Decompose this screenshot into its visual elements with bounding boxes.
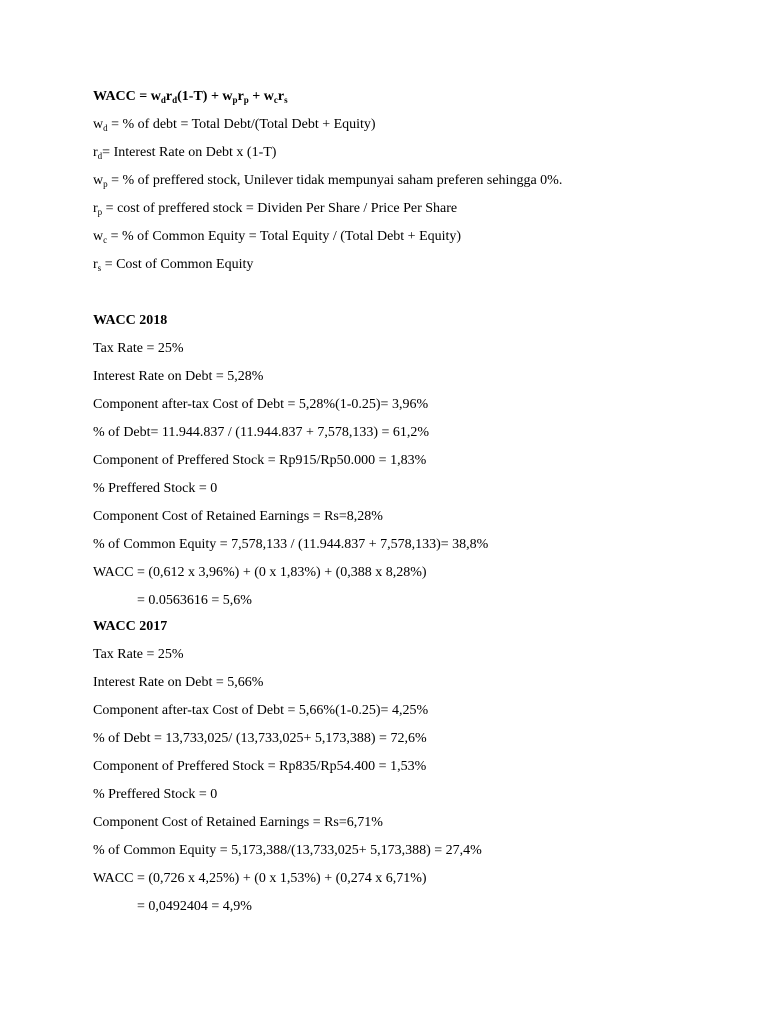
definition-wc — [93, 228, 461, 245]
formula-text: r — [165, 89, 173, 104]
calc-line: Component Cost of Retained Earnings = Rs=6,71% — [93, 815, 383, 830]
calc-line: Interest Rate on Debt = 5,28% — [93, 369, 264, 384]
definition-text: = Interest Rate on Debt x (1-T) — [102, 145, 277, 160]
symbol-subscript: c — [103, 235, 108, 245]
formula-subscript: c — [273, 95, 278, 105]
calc-line: Component of Preffered Stock = Rp835/Rp54.400 = 1,53% — [93, 759, 427, 774]
calc-line: Component after-tax Cost of Debt = 5,28%(1-0.25)= 3,96% — [93, 397, 429, 412]
formula-text: (1-T) + w — [177, 89, 233, 104]
definition-rp — [93, 200, 457, 217]
formula-text: r — [277, 89, 285, 104]
symbol: r — [93, 201, 98, 216]
formula-text: + w — [248, 89, 274, 104]
definition-rd — [93, 144, 276, 161]
calc-line: % of Common Equity = 5,173,388/(13,733,025+ 5,173,388) = 27,4% — [93, 843, 482, 858]
formula-subscript: p — [243, 95, 249, 105]
calc-line: % Preffered Stock = 0 — [93, 481, 218, 496]
formula-text: r — [237, 89, 244, 104]
wacc-equation: WACC = (0,726 x 4,25%) + (0 x 1,53%) + (0,274 x 6,71%) — [93, 871, 427, 886]
section-title-2018: WACC 2018 — [93, 313, 168, 328]
symbol-subscript: p — [103, 179, 108, 189]
formula-text: WACC = w — [93, 89, 161, 104]
section-title-2017: WACC 2017 — [93, 619, 168, 634]
wacc-formula — [93, 88, 288, 105]
symbol: w — [93, 173, 104, 188]
definition-wp — [93, 172, 562, 189]
symbol: r — [93, 145, 98, 160]
symbol-subscript: p — [97, 207, 103, 217]
calc-line: Component Cost of Retained Earnings = Rs=8,28% — [93, 509, 383, 524]
definition-rs — [93, 256, 253, 273]
calc-line: % of Debt = 13,733,025/ (13,733,025+ 5,173,388) = 72,6% — [93, 731, 427, 746]
formula-subscript: d — [172, 95, 178, 105]
calc-line: Tax Rate = 25% — [93, 341, 184, 356]
calc-line: Component of Preffered Stock = Rp915/Rp50.000 = 1,83% — [93, 453, 427, 468]
symbol: w — [93, 229, 104, 244]
formula-subscript: s — [284, 95, 288, 105]
definition-text: = % of preffered stock, Unilever tidak mempunyai saham preferen sehingga 0%. — [107, 173, 563, 188]
definition-wd — [93, 116, 376, 133]
symbol: r — [93, 257, 98, 272]
calc-line: % of Debt= 11.944.837 / (11.944.837 + 7,578,133) = 61,2% — [93, 425, 430, 440]
formula-subscript: d — [160, 95, 166, 105]
symbol-subscript: d — [97, 151, 103, 161]
calc-line: Component after-tax Cost of Debt = 5,66%(1-0.25)= 4,25% — [93, 703, 429, 718]
calc-line: Tax Rate = 25% — [93, 647, 184, 662]
definition-text: = % of Common Equity = Total Equity / (Total Debt + Equity) — [107, 229, 462, 244]
symbol-subscript: s — [97, 263, 102, 273]
wacc-equation: WACC = (0,612 x 3,96%) + (0 x 1,83%) + (0,388 x 8,28%) — [93, 565, 427, 580]
calc-line: % Preffered Stock = 0 — [93, 787, 218, 802]
definition-text: = cost of preffered stock = Dividen Per Share / Price Per Share — [102, 201, 458, 216]
calc-line: Interest Rate on Debt = 5,66% — [93, 675, 264, 690]
calc-line: % of Common Equity = 7,578,133 / (11.944.837 + 7,578,133)= 38,8% — [93, 537, 489, 552]
symbol: w — [93, 117, 104, 132]
definition-text: = Cost of Common Equity — [101, 257, 254, 272]
definition-text: = % of debt = Total Debt/(Total Debt + Equity) — [107, 117, 376, 132]
wacc-result: = 0.0563616 = 5,6% — [137, 593, 252, 608]
formula-subscript: p — [232, 95, 238, 105]
symbol-subscript: d — [103, 123, 108, 133]
wacc-result: = 0,0492404 = 4,9% — [137, 899, 252, 914]
